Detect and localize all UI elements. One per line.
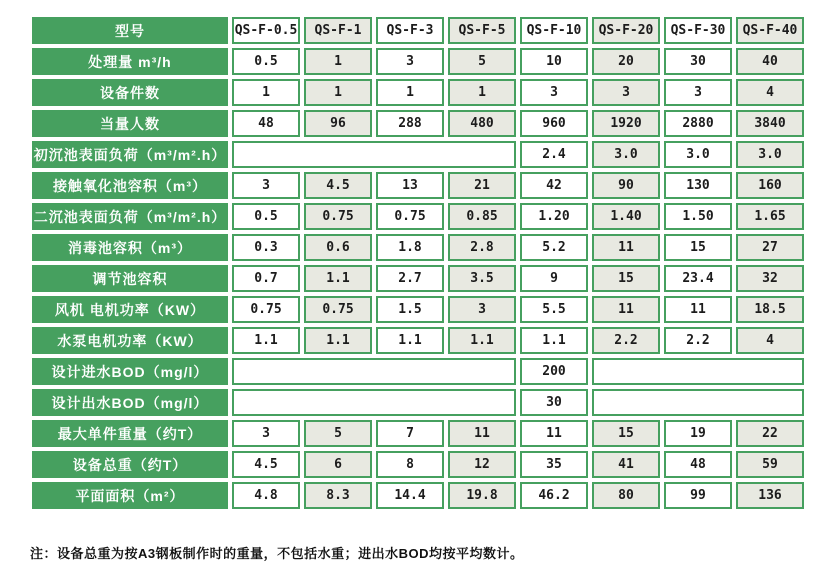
table-row <box>32 79 804 106</box>
model-header-cell: QS-F-30 <box>664 17 732 44</box>
value-cell: 13 <box>376 172 444 199</box>
value-cell: 2.4 <box>520 141 588 168</box>
value-cell: 1.1 <box>520 327 588 354</box>
value-cell: 960 <box>520 110 588 137</box>
value-cell: 5 <box>448 48 516 75</box>
value-cell: 21 <box>448 172 516 199</box>
value-cell: 3840 <box>736 110 804 137</box>
row-label: 平面面积（m²） <box>32 482 228 509</box>
row-label: 风机 电机功率（KW） <box>32 296 228 323</box>
table-row <box>32 234 804 261</box>
value-cell: 2880 <box>664 110 732 137</box>
value-cell: 3 <box>664 79 732 106</box>
model-header-cell: QS-F-1 <box>304 17 372 44</box>
value-cell: 11 <box>664 296 732 323</box>
value-cell: 4 <box>736 79 804 106</box>
value-cell: 1.65 <box>736 203 804 230</box>
value-cell: 3 <box>232 420 300 447</box>
spec-table-container <box>28 13 808 513</box>
value-cell: 130 <box>664 172 732 199</box>
value-cell: 1 <box>448 79 516 106</box>
value-cell: 30 <box>664 48 732 75</box>
row-label: 水泵电机功率（KW） <box>32 327 228 354</box>
table-row <box>32 482 804 509</box>
row-label: 设计进水BOD（mg/l） <box>32 358 228 385</box>
value-cell: 1 <box>232 79 300 106</box>
value-cell: 1.40 <box>592 203 660 230</box>
value-cell: 0.75 <box>304 203 372 230</box>
value-cell: 90 <box>592 172 660 199</box>
empty-cell <box>232 141 516 168</box>
value-cell: 0.7 <box>232 265 300 292</box>
value-cell: 3.0 <box>736 141 804 168</box>
value-cell: 0.75 <box>232 296 300 323</box>
value-cell: 1920 <box>592 110 660 137</box>
table-row <box>32 389 804 416</box>
value-cell: 11 <box>448 420 516 447</box>
row-label: 最大单件重量（约T） <box>32 420 228 447</box>
row-label: 设备总重（约T） <box>32 451 228 478</box>
value-cell: 41 <box>592 451 660 478</box>
value-cell: 1.1 <box>232 327 300 354</box>
value-cell: 1.1 <box>304 265 372 292</box>
value-cell: 14.4 <box>376 482 444 509</box>
value-cell: 9 <box>520 265 588 292</box>
value-cell: 30 <box>520 389 588 416</box>
value-cell: 1 <box>376 79 444 106</box>
empty-cell <box>232 358 516 385</box>
row-label: 当量人数 <box>32 110 228 137</box>
value-cell: 1.1 <box>304 327 372 354</box>
value-cell: 80 <box>592 482 660 509</box>
value-cell: 1.1 <box>376 327 444 354</box>
value-cell: 42 <box>520 172 588 199</box>
model-header-cell: QS-F-20 <box>592 17 660 44</box>
value-cell: 7 <box>376 420 444 447</box>
value-cell: 15 <box>592 265 660 292</box>
value-cell: 1 <box>304 79 372 106</box>
spec-table-head <box>32 17 804 44</box>
value-cell: 15 <box>664 234 732 261</box>
value-cell: 48 <box>232 110 300 137</box>
model-header-cell: QS-F-0.5 <box>232 17 300 44</box>
value-cell: 22 <box>736 420 804 447</box>
value-cell: 40 <box>736 48 804 75</box>
header-row <box>32 17 804 44</box>
value-cell: 6 <box>304 451 372 478</box>
value-cell: 1.5 <box>376 296 444 323</box>
value-cell: 32 <box>736 265 804 292</box>
table-row <box>32 420 804 447</box>
spec-table <box>28 13 808 513</box>
value-cell: 0.85 <box>448 203 516 230</box>
value-cell: 11 <box>592 296 660 323</box>
table-row <box>32 358 804 385</box>
empty-cell <box>232 389 516 416</box>
value-cell: 23.4 <box>664 265 732 292</box>
value-cell: 0.3 <box>232 234 300 261</box>
value-cell: 1.8 <box>376 234 444 261</box>
value-cell: 4.8 <box>232 482 300 509</box>
value-cell: 288 <box>376 110 444 137</box>
table-row <box>32 141 804 168</box>
footnote: 注：设备总重为按A3钢板制作时的重量，不包括水重；进出水BOD均按平均数计。 <box>30 546 524 561</box>
value-cell: 5.5 <box>520 296 588 323</box>
row-label: 接触氧化池容积（m³） <box>32 172 228 199</box>
value-cell: 3.0 <box>592 141 660 168</box>
value-cell: 12 <box>448 451 516 478</box>
row-label: 调节池容积 <box>32 265 228 292</box>
row-label: 二沉池表面负荷（m³/m².h） <box>32 203 228 230</box>
value-cell: 18.5 <box>736 296 804 323</box>
table-row <box>32 48 804 75</box>
value-cell: 96 <box>304 110 372 137</box>
value-cell: 136 <box>736 482 804 509</box>
value-cell: 0.5 <box>232 48 300 75</box>
row-label: 初沉池表面负荷（m³/m².h） <box>32 141 228 168</box>
value-cell: 3.0 <box>664 141 732 168</box>
value-cell: 3 <box>232 172 300 199</box>
value-cell: 1.1 <box>448 327 516 354</box>
value-cell: 3.5 <box>448 265 516 292</box>
model-header-cell: QS-F-40 <box>736 17 804 44</box>
value-cell: 2.7 <box>376 265 444 292</box>
value-cell: 19.8 <box>448 482 516 509</box>
value-cell: 200 <box>520 358 588 385</box>
table-row <box>32 451 804 478</box>
value-cell: 11 <box>520 420 588 447</box>
empty-cell <box>592 358 804 385</box>
table-row <box>32 172 804 199</box>
table-row <box>32 327 804 354</box>
model-header-cell: QS-F-3 <box>376 17 444 44</box>
value-cell: 1 <box>304 48 372 75</box>
value-cell: 2.8 <box>448 234 516 261</box>
value-cell: 4 <box>736 327 804 354</box>
value-cell: 99 <box>664 482 732 509</box>
row-label: 处理量 m³/h <box>32 48 228 75</box>
model-header-cell: QS-F-10 <box>520 17 588 44</box>
value-cell: 11 <box>592 234 660 261</box>
value-cell: 0.6 <box>304 234 372 261</box>
value-cell: 0.5 <box>232 203 300 230</box>
row-label: 消毒池容积（m³） <box>32 234 228 261</box>
empty-cell <box>592 389 804 416</box>
table-row <box>32 110 804 137</box>
value-cell: 20 <box>592 48 660 75</box>
value-cell: 4.5 <box>304 172 372 199</box>
value-cell: 48 <box>664 451 732 478</box>
spec-table-body <box>32 48 804 509</box>
value-cell: 35 <box>520 451 588 478</box>
value-cell: 3 <box>520 79 588 106</box>
value-cell: 15 <box>592 420 660 447</box>
value-cell: 5.2 <box>520 234 588 261</box>
value-cell: 3 <box>376 48 444 75</box>
table-row <box>32 265 804 292</box>
value-cell: 480 <box>448 110 516 137</box>
table-row <box>32 296 804 323</box>
header-row-label: 型号 <box>32 17 228 44</box>
value-cell: 0.75 <box>376 203 444 230</box>
value-cell: 3 <box>448 296 516 323</box>
value-cell: 8 <box>376 451 444 478</box>
value-cell: 27 <box>736 234 804 261</box>
value-cell: 1.50 <box>664 203 732 230</box>
value-cell: 8.3 <box>304 482 372 509</box>
value-cell: 46.2 <box>520 482 588 509</box>
row-label: 设计出水BOD（mg/l） <box>32 389 228 416</box>
value-cell: 2.2 <box>664 327 732 354</box>
value-cell: 5 <box>304 420 372 447</box>
value-cell: 59 <box>736 451 804 478</box>
model-header-cell: QS-F-5 <box>448 17 516 44</box>
value-cell: 1.20 <box>520 203 588 230</box>
value-cell: 19 <box>664 420 732 447</box>
table-row <box>32 203 804 230</box>
row-label: 设备件数 <box>32 79 228 106</box>
value-cell: 2.2 <box>592 327 660 354</box>
value-cell: 10 <box>520 48 588 75</box>
value-cell: 160 <box>736 172 804 199</box>
value-cell: 4.5 <box>232 451 300 478</box>
value-cell: 3 <box>592 79 660 106</box>
value-cell: 0.75 <box>304 296 372 323</box>
